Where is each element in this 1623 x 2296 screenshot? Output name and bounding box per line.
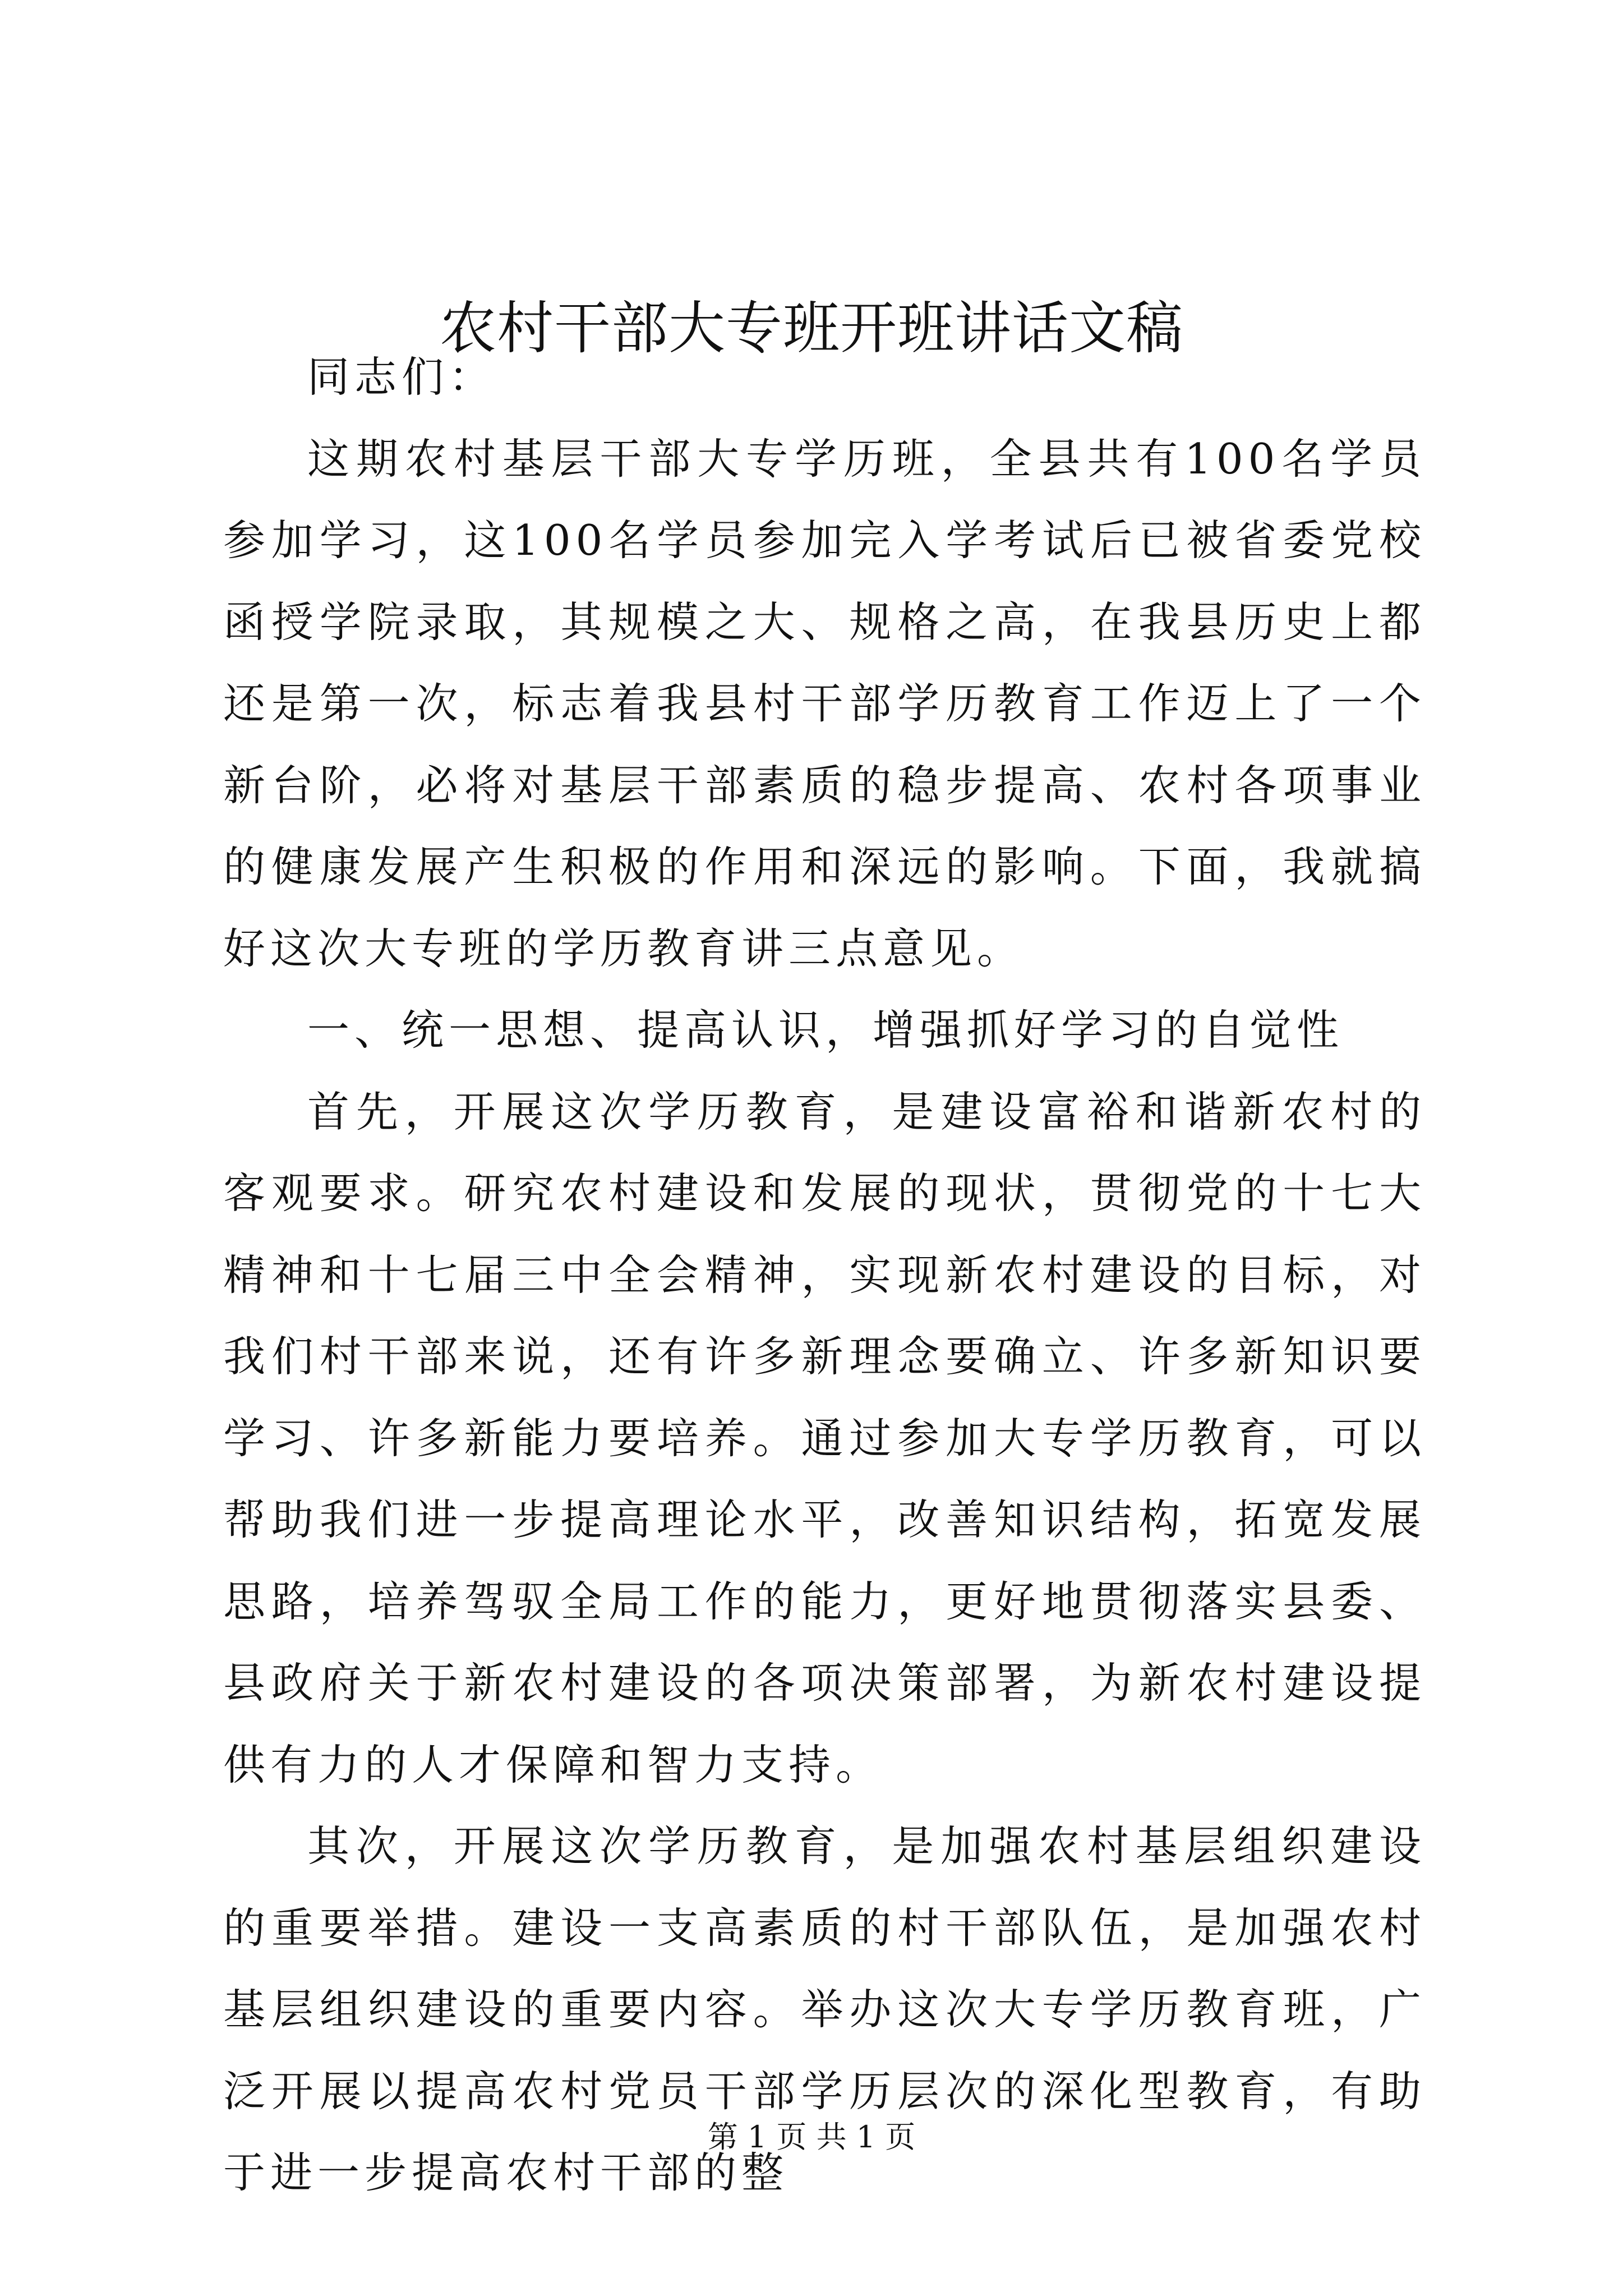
salutation-paragraph: 同志们： <box>307 352 496 402</box>
section-heading-1: 一、统一思想、提高认识，增强抓好学习的自觉性 <box>307 1005 1344 1055</box>
intro-paragraph: 这期农村基层干部大专学历班，全县共有100名学员参加学习，这100名学员参加完入学考试后已被省委党校函授学院录取，其规模之大、规格之高，在我县历史上都还是第一次，标志着我县村干部学历教育工作迈上了一个新台阶，必将对基层干部素质的稳步提高、农村各项事业的健康发展产生积极的作用和深远的影响。下面，我就搞好这次大专班的学历教育讲三点意见。 <box>223 434 1426 973</box>
document-title: 农村干部大专班开班讲话文稿 <box>439 295 1183 361</box>
first-point-paragraph: 首先，开展这次学历教育，是建设富裕和谐新农村的客观要求。研究农村建设和发展的现状，贯彻党的十七大精神和十七届三中全会精神，实现新农村建设的目标，对我们村干部来说，还有许多新理念要确立、许多新知识要学习、许多新能力要培养。通过参加大专学历教育，可以帮助我们进一步提高理论水平，改善知识结构，拓宽发展思路，培养驾驭全局工作的能力，更好地贯彻落实县委、县政府关于新农村建设的各项决策部署，为新农村建设提供有力的人才保障和智力支持。 <box>223 1087 1426 1789</box>
second-point-paragraph: 其次，开展这次学历教育，是加强农村基层组织建设的重要举措。建设一支高素质的村干部队伍，是加强农村基层组织建设的重要内容。举办这次大专学历教育班，广泛开展以提高农村党员干部学历层次的深化型教育，有助于进一步提高农村干部的整 <box>223 1821 1426 2197</box>
page-footer: 第 1 页 共 1 页 <box>707 2119 916 2155</box>
document-body <box>223 337 1426 2214</box>
